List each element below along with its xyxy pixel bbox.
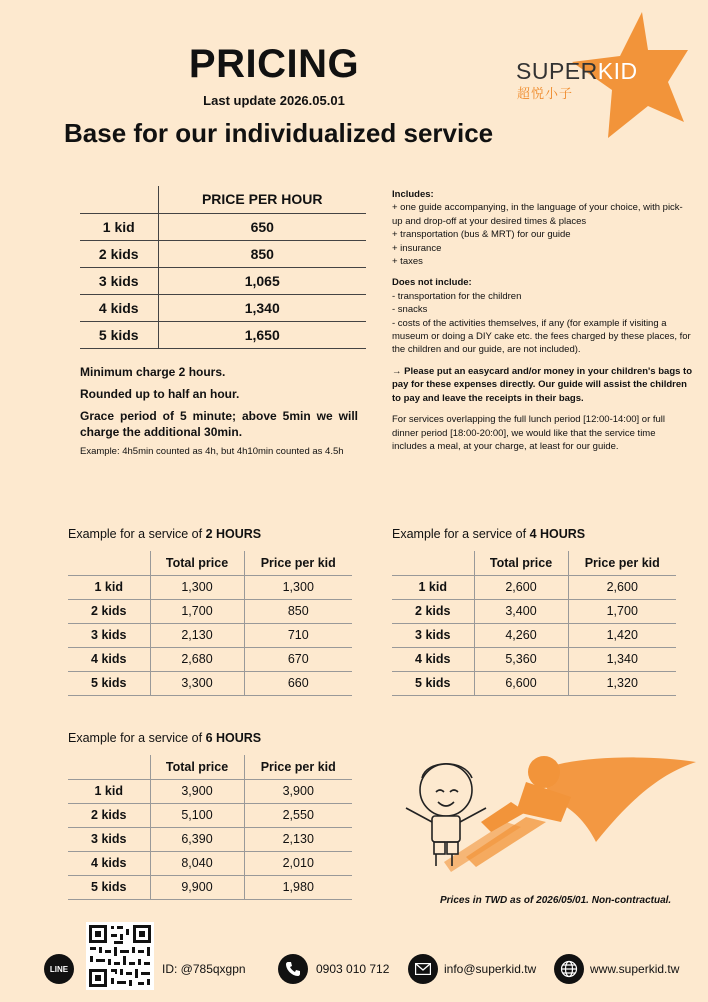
meal-note: For services overlapping the full lunch period [12:00-14:00] or full dinner period [18:00-20:00], we would like that the service time includes a meal, at your charge, at least for our guide. xyxy=(392,414,666,452)
phone-icon[interactable] xyxy=(278,954,308,984)
globe-glyph xyxy=(560,960,578,978)
includes-item: + insurance xyxy=(392,242,442,254)
example-4h-title: Example for a service of 4 HOURS xyxy=(392,527,586,541)
rounding-note: Rounded up to half an hour. xyxy=(80,387,240,401)
includes-item: + transportation (bus & MRT) for our guide xyxy=(392,229,571,241)
example-2h-title: Example for a service of 2 HOURS xyxy=(68,527,262,541)
table-row: 3 kids 6,390 2,130 xyxy=(68,827,352,851)
grace-note: Grace period of 5 minute; above 5min we will charge the additional 30min. xyxy=(80,409,358,439)
logo-wordmark xyxy=(516,58,638,85)
table-row: 5 kids 3,300 660 xyxy=(68,671,352,695)
globe-icon[interactable] xyxy=(554,954,584,984)
easycard-note: → Please put an easycard and/or money in your children's bags to pay for these expenses directly. Our guide will assist the children to pay and leave the receipts in their bags. xyxy=(392,365,693,404)
mail-glyph xyxy=(415,963,431,975)
base-price-table xyxy=(80,186,366,349)
excludes-title: Does not include: xyxy=(392,277,472,289)
logo-word-kid: KID xyxy=(597,58,638,84)
website-url[interactable]: www.superkid.tw xyxy=(590,962,680,976)
table-row: 1 kid 2,600 2,600 xyxy=(392,575,676,599)
includes-title: Includes: xyxy=(392,189,434,200)
min-charge-note: Minimum charge 2 hours. xyxy=(80,365,226,379)
table-row: 1 kid 1,300 1,300 xyxy=(68,575,352,599)
table-row: 5 kids 6,600 1,320 xyxy=(392,671,676,695)
table-row: 2 kids 850 xyxy=(80,240,366,267)
table-header-row: Total price Price per kid xyxy=(392,551,676,575)
table-row: 4 kids 1,340 xyxy=(80,294,366,321)
section-heading: Base for our individualized service xyxy=(64,118,494,148)
table-row: 2 kids 5,100 2,550 xyxy=(68,803,352,827)
price-footnote: Prices in TWD as of 2026/05/01. Non-contractual. xyxy=(440,895,672,906)
example-note: Example: 4h5min counted as 4h, but 4h10min counted as 4.5h xyxy=(80,446,344,457)
table-row: 4 kids 2,680 670 xyxy=(68,647,352,671)
includes-item: + one guide accompanying, in the language of your choice, with pick-up and drop-off at your desired times & places xyxy=(392,202,683,227)
table-row: 3 kids 4,260 1,420 xyxy=(392,623,676,647)
logo-word-super: SUPER xyxy=(516,58,598,84)
table-row: 1 kid 3,900 3,900 xyxy=(68,779,352,803)
table-row: 3 kids 1,065 xyxy=(80,267,366,294)
table-row: 3 kids 2,130 710 xyxy=(68,623,352,647)
mail-icon[interactable] xyxy=(408,954,438,984)
superkid-illustration xyxy=(396,752,698,874)
phone-number[interactable]: 0903 010 712 xyxy=(316,962,390,976)
example-4h-table xyxy=(392,551,676,696)
logo-chinese: 超悦小子 xyxy=(517,87,574,102)
example-2h-table xyxy=(68,551,352,696)
phone-glyph xyxy=(285,961,301,977)
excludes-item: - transportation for the children xyxy=(392,290,522,302)
service-details xyxy=(392,188,692,453)
qr-code[interactable] xyxy=(86,922,154,990)
table-row: 2 kids 1,700 850 xyxy=(68,599,352,623)
line-id[interactable]: ID: @785qxgpn xyxy=(162,962,246,976)
last-update: Last update 2026.05.01 xyxy=(203,93,345,108)
charge-notes xyxy=(80,364,358,466)
table-row: 2 kids 3,400 1,700 xyxy=(392,599,676,623)
line-icon[interactable]: LINE xyxy=(44,954,74,984)
table-header-row: Total price Price per kid xyxy=(68,551,352,575)
price-per-hour-header: PRICE PER HOUR xyxy=(158,186,366,213)
includes-item: + taxes xyxy=(392,256,423,268)
example-6h-table xyxy=(68,755,352,900)
excludes-item: - snacks xyxy=(392,304,428,316)
page-title: PRICING xyxy=(188,42,360,86)
table-row: 5 kids 1,650 xyxy=(80,321,366,348)
table-row: 5 kids 9,900 1,980 xyxy=(68,875,352,899)
table-row: 4 kids 8,040 2,010 xyxy=(68,851,352,875)
table-header-row: Total price Price per kid xyxy=(68,755,352,779)
email-address[interactable]: info@superkid.tw xyxy=(444,962,537,976)
excludes-item: - costs of the activities themselves, if any (for example if visiting a museum or doing a DIY cake etc. the fees charged by these places, for the children and our guide, are not included). xyxy=(392,317,691,356)
table-row: 4 kids 5,360 1,340 xyxy=(392,647,676,671)
example-6h-title: Example for a service of 6 HOURS xyxy=(68,731,262,745)
table-header-row xyxy=(80,186,366,213)
table-row: 1 kid 650 xyxy=(80,213,366,240)
